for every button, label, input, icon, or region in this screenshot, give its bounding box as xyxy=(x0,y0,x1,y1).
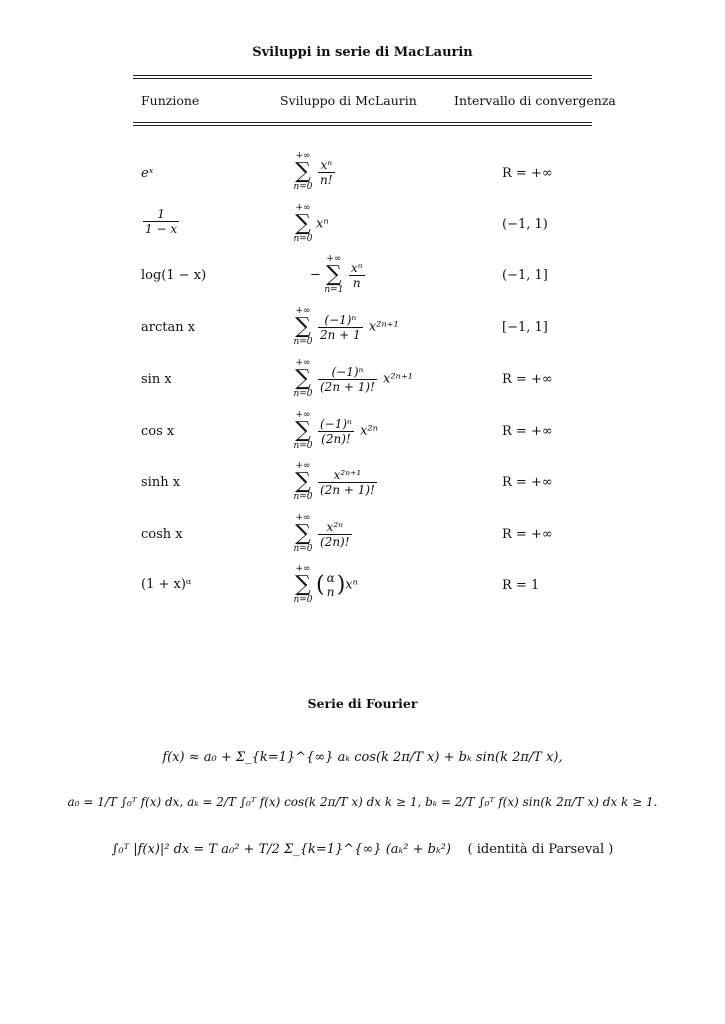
function-cosh: cosh x xyxy=(141,527,183,542)
series-cos: +∞ ∑ n=0 $\frac{\text{(−1)ⁿ}}{(2n)!}$ x²ⁿ xyxy=(290,411,378,451)
series-sin: +∞ ∑ n=0 $\frac{\text{(−1)ⁿ}}{(2n + 1)!}$ x²ⁿ⁺¹ xyxy=(290,359,413,399)
sum-symbol: +∞ ∑ n=0 xyxy=(293,203,313,244)
fourier-coefficients-formula: a₀ = 1/T ∫₀ᵀ f(x) dx, aₖ = 2/T ∫₀ᵀ f(x) cos(k 2π/T x) dx k ≥ 1, bₖ = 2/T ∫₀ᵀ f(x) sin(k 2π/T x) dx k ≥ 1. xyxy=(67,795,658,809)
series-arctan: +∞ ∑ n=0 $\frac{\text{(−1)ⁿ}}{2n + 1}$ x²ⁿ⁺¹ xyxy=(290,307,399,347)
header-sviluppo: Sviluppo di McLaurin xyxy=(280,93,417,108)
function-exp: eˣ xyxy=(141,166,154,181)
series-cosh: +∞ ∑ n=0 $\frac{\text{x²ⁿ}}{(2n)!}$ xyxy=(290,514,354,554)
series-exp: +∞ ∑ n=0 $\frac{\text{xⁿ}}{n!}$ xyxy=(290,152,337,192)
parseval-formula: ∫₀ᵀ |f(x)|² dx = T a₀² + T/2 Σ_{k=1}^{∞} (aₖ² + bₖ²) ( identità di Parseval ) xyxy=(111,842,614,857)
sum-symbol: +∞ ∑ n=0 xyxy=(293,513,313,554)
interval-sinh: R = +∞ xyxy=(502,475,553,490)
sum-symbol: +∞ ∑ n=0 xyxy=(293,151,313,192)
table-top-rule xyxy=(133,75,592,76)
sum-symbol: +∞ ∑ n=0 xyxy=(293,461,313,502)
header-intervallo: Intervallo di convergenza xyxy=(454,93,616,108)
header-funzione: Funzione xyxy=(141,93,200,108)
function-binomial: (1 + x)ᵅ xyxy=(141,577,192,592)
sum-symbol: +∞ ∑ n=0 xyxy=(293,358,313,399)
table-header-rule-2 xyxy=(133,125,592,126)
sum-symbol: +∞ ∑ n=1 xyxy=(324,254,344,295)
series-geometric: +∞ ∑ n=0 xⁿ xyxy=(290,204,329,244)
sum-symbol: +∞ ∑ n=0 xyxy=(293,306,313,347)
table-top-rule-2 xyxy=(133,78,592,79)
function-sinh: sinh x xyxy=(141,475,181,490)
series-log: − +∞ ∑ n=1 $\frac{\text{xⁿ}}{n}$ xyxy=(310,254,363,295)
function-sin: sin x xyxy=(141,372,172,387)
function-geometric: $\frac{1}{1 - x}$ xyxy=(145,207,178,236)
interval-binomial: R = 1 xyxy=(502,578,540,593)
interval-cosh: R = +∞ xyxy=(502,527,553,542)
sum-symbol: +∞ ∑ n=0 xyxy=(293,410,313,451)
sum-symbol: +∞ ∑ n=0 xyxy=(293,564,313,605)
interval-arctan: [−1, 1] xyxy=(502,320,548,335)
interval-geometric: (−1, 1) xyxy=(502,217,548,232)
parseval-label: ( identità di Parseval ) xyxy=(467,842,614,857)
fourier-series-formula: f(x) ≈ a₀ + Σ_{k=1}^{∞} aₖ cos(k 2π/T x) + bₖ sin(k 2π/T x), xyxy=(162,750,563,765)
interval-log: (−1, 1] xyxy=(502,268,548,283)
table-header-rule xyxy=(133,122,592,123)
interval-cos: R = +∞ xyxy=(502,424,553,439)
function-cos: cos x xyxy=(141,424,175,439)
function-arctan: arctan x xyxy=(141,320,196,335)
interval-sin: R = +∞ xyxy=(502,372,553,387)
series-binomial: +∞ ∑ n=0 ( α n )xⁿ xyxy=(290,565,358,605)
fourier-title: Serie di Fourier xyxy=(307,696,418,711)
function-log: log(1 − x) xyxy=(141,268,207,283)
interval-exp: R = +∞ xyxy=(502,166,553,181)
series-sinh: +∞ ∑ n=0 $\frac{\text{x²ⁿ⁺¹}}{(2n + 1)!}$ xyxy=(290,462,379,502)
maclaurin-title: Sviluppi in serie di MacLaurin xyxy=(252,45,473,60)
